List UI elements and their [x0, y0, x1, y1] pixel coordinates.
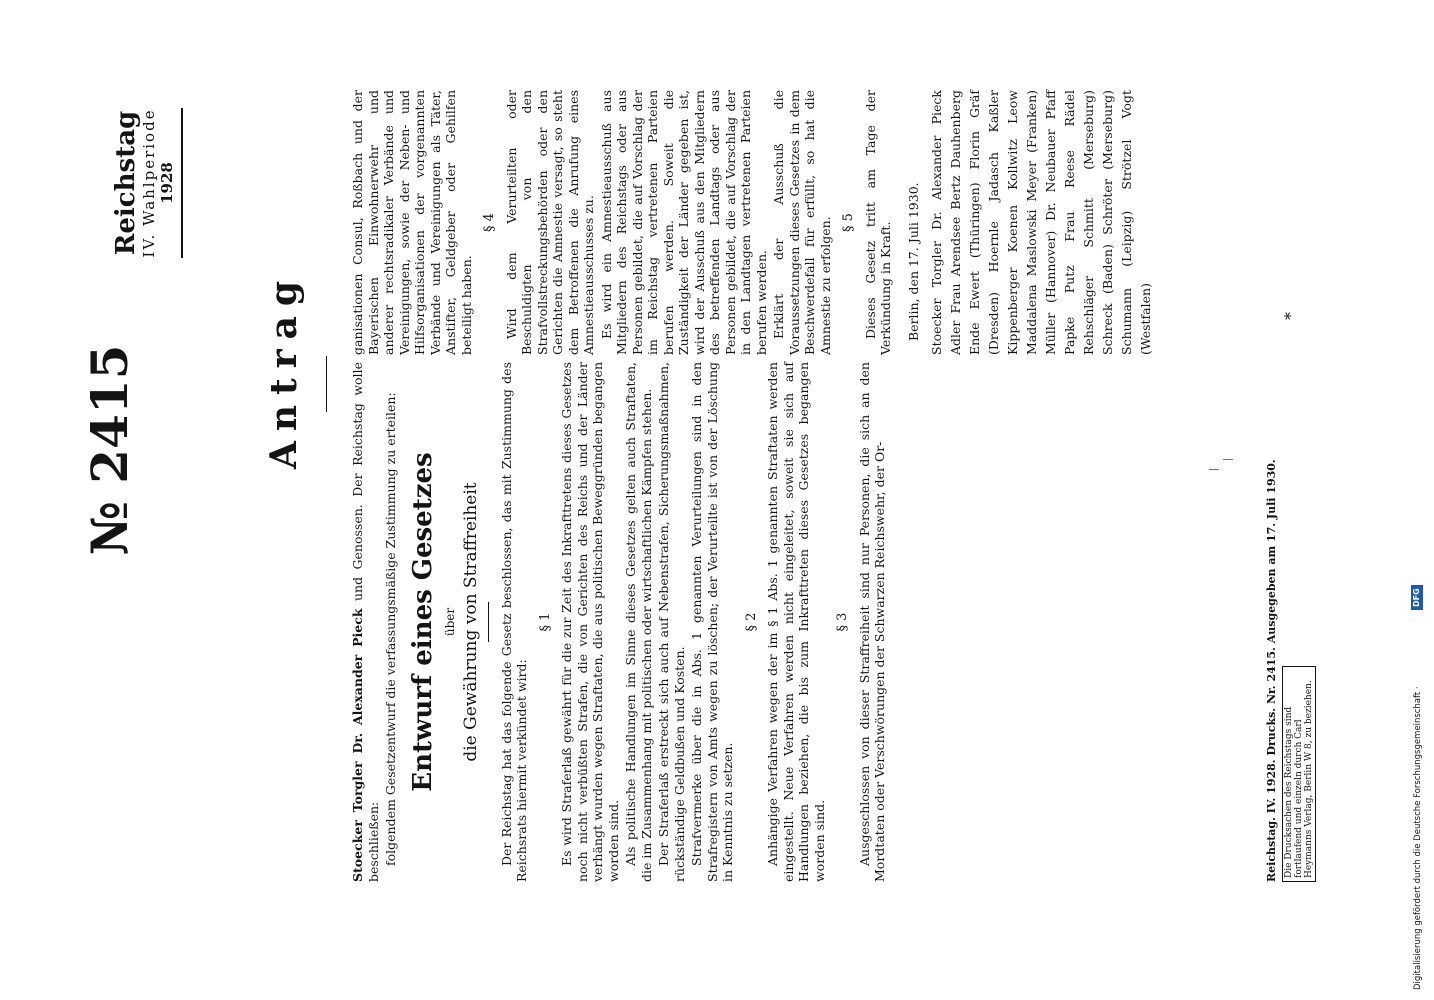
section-3-paragraph-start: Ausgeschlossen von dieser Straffreiheit sind nur Personen, die sich an den Mordtaten oder Verschwörungen der Schwarzen Reichswehr, der Or- [856, 362, 887, 882]
section-4-paragraph-2: Es wird ein Amnestieausschuß aus Mitgliedern des Reichstags oder aus Personen gebildet, die auf Vorschlag der im Reichstag vertretenen Parteien berufen werden. Soweit die Zuständigkeit der Länder gegeben ist, wird der Ausschuß aus den Mitgliedern des betreffenden Landtags oder aus Personen gebildet, die auf Vorschlag der in den Landtagen vertretenen Parteien berufen werden. [598, 90, 769, 355]
bill-ueber: über [442, 607, 457, 637]
dfg-logo: DFG [1411, 585, 1423, 610]
section-3-label: § 3 [835, 612, 850, 632]
title-rule [326, 356, 327, 412]
bill-heading: Entwurf eines Gesetzes [407, 452, 438, 792]
footer-line: Reichstag. IV. 1928. Drucks. Nr. 2415. Ausgegeben am 17. Juli 1930. [1265, 459, 1278, 882]
signature-date: Berlin, den 17. Juli 1930. [905, 182, 921, 341]
header-rule [181, 108, 183, 258]
footer-note-box: Die Drucksachen des Reichstags sind fortlaufend und einzeln durch Carl Heymanns Verlag, Berlin W 8, zu beziehen. [1282, 666, 1316, 882]
scan-mark [1223, 459, 1233, 460]
section-4-paragraph-1: Wird dem Verurteilten oder Beschuldigten von den Strafvollstreckungsbehörden oder den Gerichten die Amnestie versagt, so steht dem Betroffenen die Anrufung eines Amnestieausschusses zu. [503, 90, 596, 355]
document-number: № 2415 [80, 344, 139, 556]
section-5-paragraph: Dieses Gesetz tritt am Tage der Verkündung in Kraft. [862, 90, 893, 355]
proposers: Stoecker Torgler Dr. Alexander Pieck [350, 608, 365, 882]
section-1-paragraph-1: Es wird Straferlaß gewährt für die zur Zeit des Inkrafttretens dieses Gesetzes noch nicht verbüßten Strafen, die von Gerichten des Reichs und der Länder verhängt wurden wegen Straftaten, die aus politischen Beweggründen begangen worden sind. [559, 362, 621, 882]
intro-text: folgendem Gesetzentwurf die verfassungsmäßige Zustimmung zu erteilen: [383, 392, 398, 866]
section-1-paragraph-2: Als politische Handlungen im Sinne dieses Gesetzes gelten auch Straftaten, die im Zusammenhang mit politischen oder wirtschaftlichen Kämpfen stehen. [623, 362, 654, 882]
scan-mark [1209, 469, 1219, 470]
signatories: Stoecker Torgler Dr. Alexander Pieck Adler Frau Arendsee Bertz Dauhenberg Ende Ewert (Thüringen) Florin Gräf (Dresden) Hoernle Jadasch Kaßler Kippenberger Koenen Kollwitz Leow Maddalena Maslowski Meyer (Franken) Müller (Hannover) Dr. Neubauer Pfaff Papke Putz Frau Reese Rädel Rehschläger Schmitt (Merseburg) Schreck (Baden) Schröter (Merseburg) Schumann (Leipzig) Strötzel Vogt (Westfalen) [929, 90, 1153, 355]
reichstag-heading: Reichstag [111, 110, 141, 256]
section-1-paragraph-3: Der Straferlaß erstreckt sich auch auf Nebenstrafen, Sicherungsmaßnahmen, rückständige Geldbußen und Kosten. [656, 362, 687, 882]
section-4-paragraph-3: Erklärt der Ausschuß die Voraussetzungen dieses Gesetzes in dem Beschwerdefall für erfüllt, so hat die Amnestie zu erfolgen. [771, 90, 833, 355]
intro-rest: und Genossen. Der Reichstag wolle beschließen: [350, 362, 381, 882]
bill-rule [488, 602, 489, 642]
section-3-paragraph-continued: ganisationen Consul, Roßbach und der Bayerischen Einwohnerwehr und anderer rechtsradikaler Verbände und Vereinigungen, sowie der Neben- und Hilfsorganisationen der vorgenannten Verbände und Vereinigungen als Täter, Anstifter, Geldgeber oder Gehilfen beteiligt haben. [350, 90, 474, 355]
section-2-label: § 2 [743, 612, 759, 632]
section-4-label: § 4 [482, 213, 497, 232]
section-1-label: § 1 [537, 612, 553, 632]
wahlperiode-label: IV. Wahlperiode [140, 108, 158, 258]
preamble: Der Reichstag hat das folgende Gesetz beschlossen, das mit Zustimmung des Reichsrats hiermit verkündet wird: [498, 362, 529, 882]
section-2-paragraph: Anhängige Verfahren wegen der im § 1 Abs. 1 genannten Straftaten werden eingestellt. Neue Verfahren werden nicht eingeleitet, soweit sie sich auf Handlungen beziehen, die bis zum Inkrafttreten dieses Gesetzes begangen worden sind. [765, 362, 827, 882]
document-title: Antrag [263, 270, 305, 470]
right-column [350, 90, 1155, 355]
bill-subject: die Gewährung von Straffreiheit [461, 482, 481, 762]
section-1-paragraph-4: Strafvermerke über die in Abs. 1 genannten Verurteilungen sind in den Strafregistern von Amts wegen zu löschen; der Verurteilte ist von der Löschung in Kenntnis zu setzen. [689, 362, 735, 882]
star-mark: * [1281, 312, 1300, 320]
left-column [350, 362, 890, 882]
section-5-label: § 5 [841, 213, 856, 232]
intro-paragraph [350, 362, 381, 882]
digitization-note: Digitalisierung gefördert durch die Deutsche Forschungsgemeinschaft · [1413, 686, 1423, 990]
year-label: 1928 [158, 162, 176, 204]
